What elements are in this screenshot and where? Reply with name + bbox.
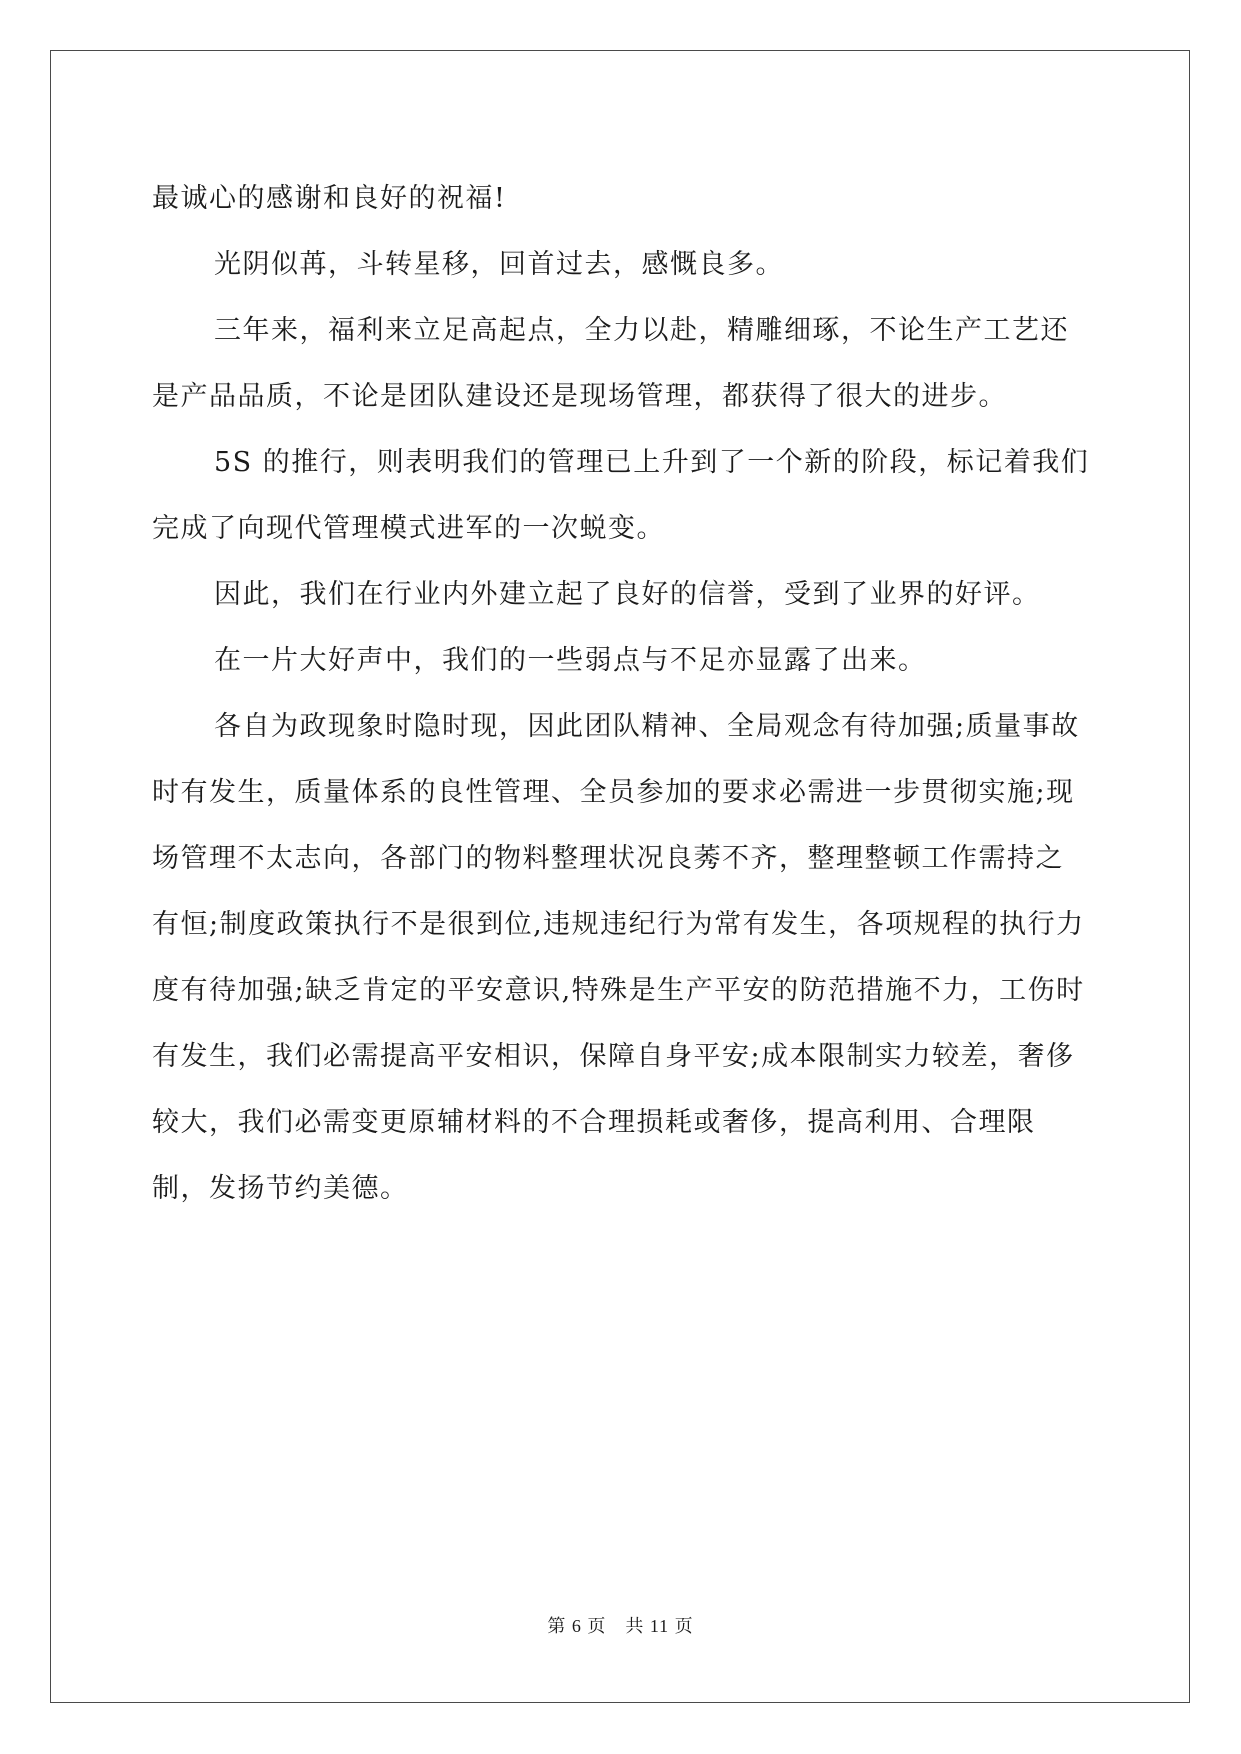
paragraph-6: 在一片大好声中，我们的一些弱点与不足亦显露了出来。 bbox=[214, 645, 927, 676]
paragraph-3: 三年来，福利来立足高起点，全力以赴，精雕细琢，不论生产工艺还是产品品质，不论是团队建设还是现场管理，都获得了很大的进步。 bbox=[152, 315, 1069, 412]
paragraph-2: 光阴似苒，斗转星移，回首过去，感慨良多。 bbox=[214, 249, 784, 280]
paragraph-1: 最诚心的感谢和良好的祝福! bbox=[152, 183, 507, 214]
paragraph-4: 5S 的推行，则表明我们的管理已上升到了一个新的阶段，标记着我们完成了向现代管理模式进军的一次蜕变。 bbox=[152, 447, 1090, 544]
document-body bbox=[152, 166, 1092, 1222]
paragraph-5: 因此，我们在行业内外建立起了良好的信誉，受到了业界的好评。 bbox=[214, 579, 1041, 610]
paragraph-7: 各自为政现象时隐时现，因此团队精神、全局观念有待加强;质量事故时有发生，质量体系的良性管理、全员参加的要求必需进一步贯彻实施;现场管理不太志向，各部门的物料整理状况良莠不齐，整理整顿工作需持之有恒;制度政策执行不是很到位,违规违纪行为常有发生，各项规程的执行力度有待加强;缺乏肯定的平安意识,特殊是生产平安的防范措施不力，工伤时有发生，我们必需提高平安相识，保障自身平安;成本限制实力较差，奢侈较大，我们必需变更原辅材料的不合理损耗或奢侈，提高利用、合理限制，发扬节约美德。 bbox=[152, 711, 1085, 1204]
page-number: 第 6 页 共 11 页 bbox=[547, 1616, 694, 1636]
